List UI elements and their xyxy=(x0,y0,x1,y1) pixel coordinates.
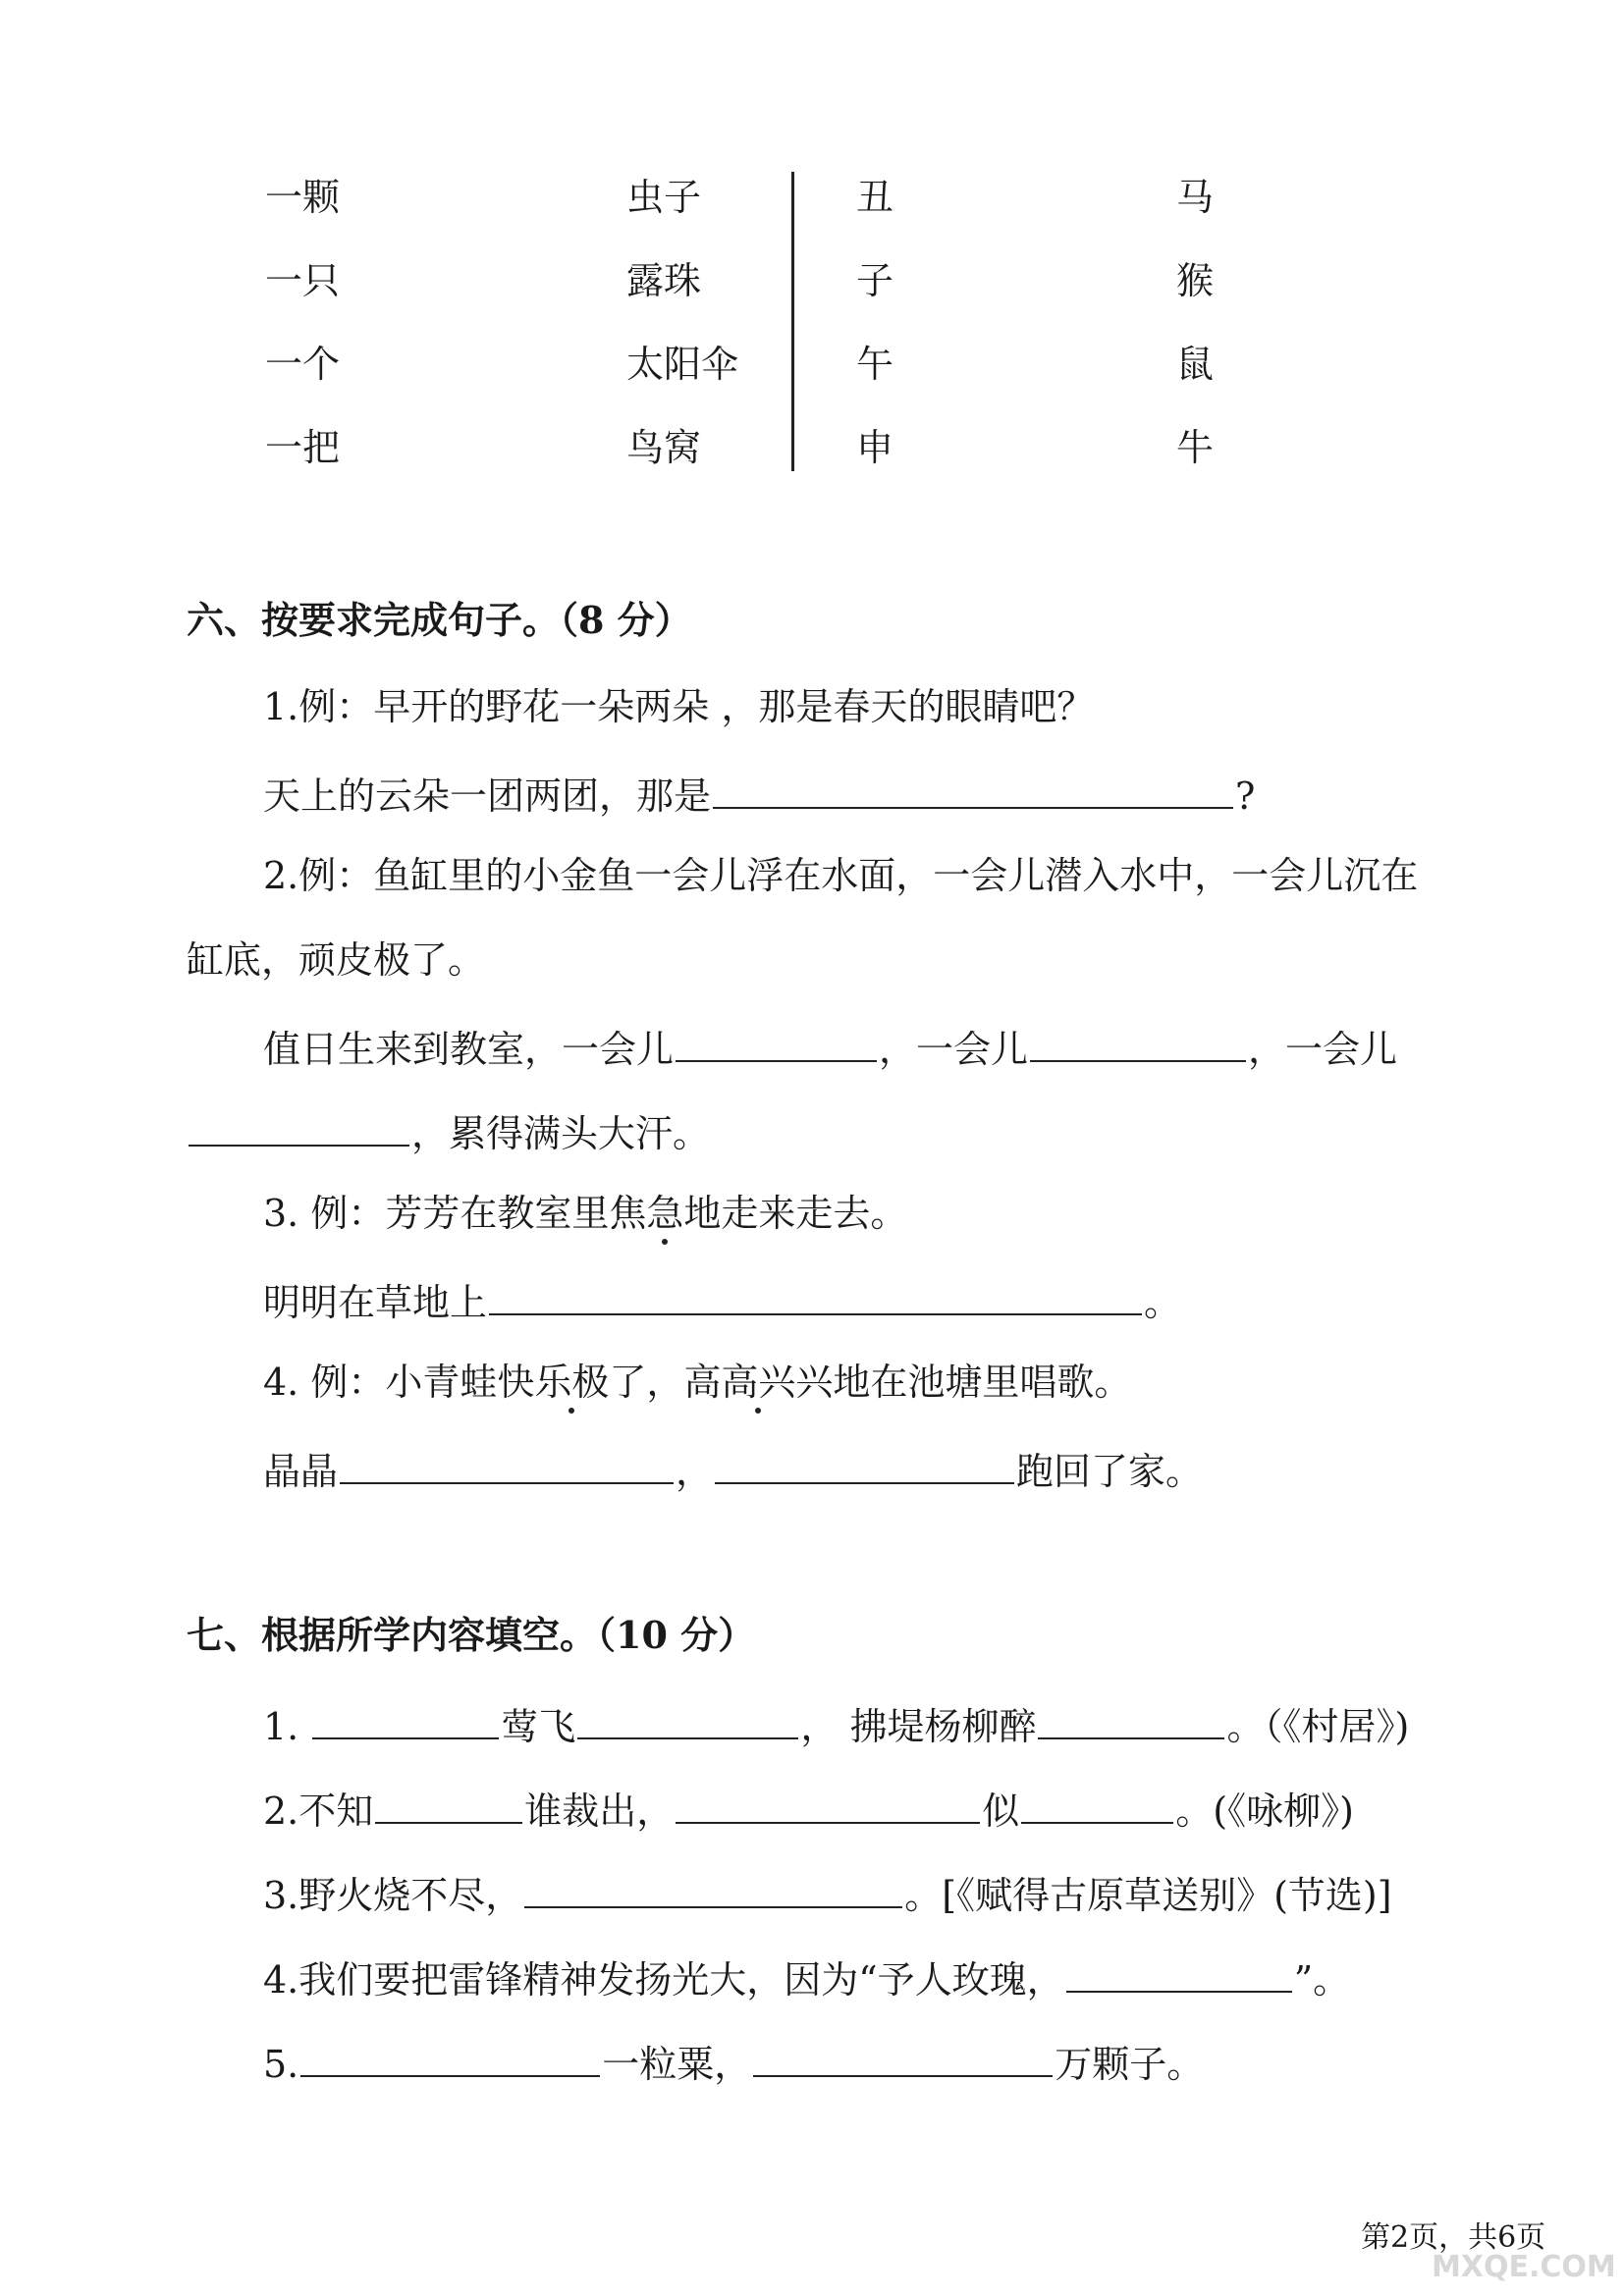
s7-q2-text-3: 似 xyxy=(982,1789,1020,1833)
q3-blank[interactable] xyxy=(489,1274,1142,1315)
s7-q2-text-1: 2.不知 xyxy=(263,1789,374,1833)
s7-q1-text-1: 莺飞 xyxy=(501,1705,576,1748)
s7-q2-blank-1[interactable] xyxy=(375,1783,522,1824)
q3-prompt: 明明在草地上 xyxy=(263,1281,488,1324)
s7-q3-blank[interactable] xyxy=(524,1867,902,1908)
watermark-logo: MXQE.COM xyxy=(1432,2250,1616,2284)
section-6-heading: 六、按要求完成句子。（8 分） xyxy=(187,598,692,642)
s7-q2-blank-3[interactable] xyxy=(1021,1783,1173,1824)
q2-blank-3[interactable] xyxy=(189,1105,409,1147)
s7-q1-blank-3[interactable] xyxy=(1038,1698,1224,1739)
match-branch-2: 子 xyxy=(856,259,894,302)
q3-post: 走来走去。 xyxy=(721,1192,908,1235)
s7-q4 xyxy=(263,1951,1350,2003)
s7-q1-blank-2[interactable] xyxy=(577,1698,798,1739)
match-noun-1: 虫子 xyxy=(626,176,702,219)
q3-example xyxy=(263,1190,907,1237)
q2-blank-1[interactable] xyxy=(676,1021,877,1062)
q2-sep-2: ，一会儿 xyxy=(1248,1028,1398,1071)
column-divider xyxy=(791,172,794,471)
match-branch-4: 申 xyxy=(856,426,894,469)
match-left-3: 一个 xyxy=(265,343,341,386)
s7-q2-source: 。(《咏柳》) xyxy=(1175,1789,1354,1833)
q1-example: 1.例：早开的野花一朵两朵 ，那是春天的眼睛吧？ xyxy=(263,685,1095,728)
q4-post: 地在池塘里唱歌。 xyxy=(833,1361,1132,1404)
s7-q3 xyxy=(263,1867,1392,1919)
s7-q5-blank-1[interactable] xyxy=(300,2036,600,2077)
match-left-1: 一颗 xyxy=(265,176,341,219)
s7-q2-blank-2[interactable] xyxy=(676,1783,980,1824)
q2-line-b xyxy=(187,1105,710,1157)
q3-end: 。 xyxy=(1144,1281,1182,1324)
q2-prompt: 值日生来到教室，一会儿 xyxy=(263,1028,675,1071)
q2-line-a xyxy=(263,1021,1397,1073)
s7-q4-end: ”。 xyxy=(1293,1958,1351,2002)
s7-q1-num: 1. xyxy=(263,1705,311,1748)
q4-mid: ， xyxy=(646,1361,684,1404)
match-branch-3: 午 xyxy=(856,343,894,386)
q4-end: 跑回了家。 xyxy=(1016,1450,1204,1493)
s7-q1-source: 。（《村居》) xyxy=(1226,1705,1410,1748)
match-animal-3: 鼠 xyxy=(1176,343,1215,386)
s7-q1-blank-1[interactable] xyxy=(312,1698,499,1739)
match-left-2: 一只 xyxy=(265,259,341,302)
q4-pre: 4. 例：小青蛙 xyxy=(263,1361,498,1404)
q4-example xyxy=(263,1359,1131,1406)
q1-end: ? xyxy=(1235,774,1256,818)
match-animal-4: 牛 xyxy=(1176,426,1215,469)
q4-blank-1[interactable] xyxy=(340,1443,674,1484)
match-animal-2: 猴 xyxy=(1176,259,1215,302)
q4-emphasis-2: 高高兴兴 xyxy=(683,1361,834,1404)
match-left-4: 一把 xyxy=(265,426,341,469)
q1-blank[interactable] xyxy=(713,768,1233,809)
q4-prompt: 晶晶 xyxy=(263,1450,339,1493)
s7-q3-source: 。[《赋得古原草送别》(节选)] xyxy=(904,1874,1392,1917)
q3-pre: 3. 例：芳芳在教室里 xyxy=(263,1192,610,1235)
q2-end: ，累得满头大汗。 xyxy=(411,1112,711,1155)
q4-sep: ， xyxy=(676,1450,714,1493)
page-number: 第2页，共6页 xyxy=(1361,2220,1546,2255)
s7-q5-blank-2[interactable] xyxy=(753,2036,1053,2077)
q2-sep-1: ，一会儿 xyxy=(879,1028,1029,1071)
s7-q1-text-2: ， 拂堤杨柳醉 xyxy=(800,1705,1037,1748)
s7-q5-text-1: 一粒粟， xyxy=(602,2043,752,2086)
s7-q1 xyxy=(263,1698,1409,1750)
s7-q4-text: 4.我们要把雷锋精神发扬光大，因为“予人玫瑰， xyxy=(263,1958,1064,2002)
match-noun-4: 鸟窝 xyxy=(626,426,702,469)
match-branch-1: 丑 xyxy=(856,176,894,219)
s7-q5-num: 5. xyxy=(263,2043,299,2086)
s7-q5 xyxy=(263,2036,1204,2088)
q2-example-b: 缸底，顽皮极了。 xyxy=(187,938,486,982)
section-7-heading: 七、根据所学内容填空。（10 分） xyxy=(187,1613,756,1657)
match-noun-2: 露珠 xyxy=(626,259,702,302)
q3-emphasis: 焦急地 xyxy=(609,1192,722,1235)
s7-q2-text-2: 谁裁出， xyxy=(524,1789,675,1833)
s7-q3-text: 3.野火烧不尽， xyxy=(263,1874,523,1917)
q2-example-a: 2.例：鱼缸里的小金鱼一会儿浮在水面，一会儿潜入水中，一会儿沉在 xyxy=(263,854,1419,897)
q4-blank-2[interactable] xyxy=(715,1443,1014,1484)
s7-q5-text-2: 万颗子。 xyxy=(1055,2043,1205,2086)
q1-line xyxy=(263,768,1255,820)
s7-q2 xyxy=(263,1783,1354,1835)
match-noun-3: 太阳伞 xyxy=(626,343,739,386)
q3-line xyxy=(263,1274,1181,1326)
q4-line xyxy=(263,1443,1203,1495)
q2-blank-2[interactable] xyxy=(1030,1021,1246,1062)
s7-q4-blank[interactable] xyxy=(1066,1951,1292,1993)
q4-emphasis-1: 快乐极了 xyxy=(497,1361,647,1404)
match-animal-1: 马 xyxy=(1176,176,1215,219)
q1-prompt: 天上的云朵一团两团，那是 xyxy=(263,774,712,818)
